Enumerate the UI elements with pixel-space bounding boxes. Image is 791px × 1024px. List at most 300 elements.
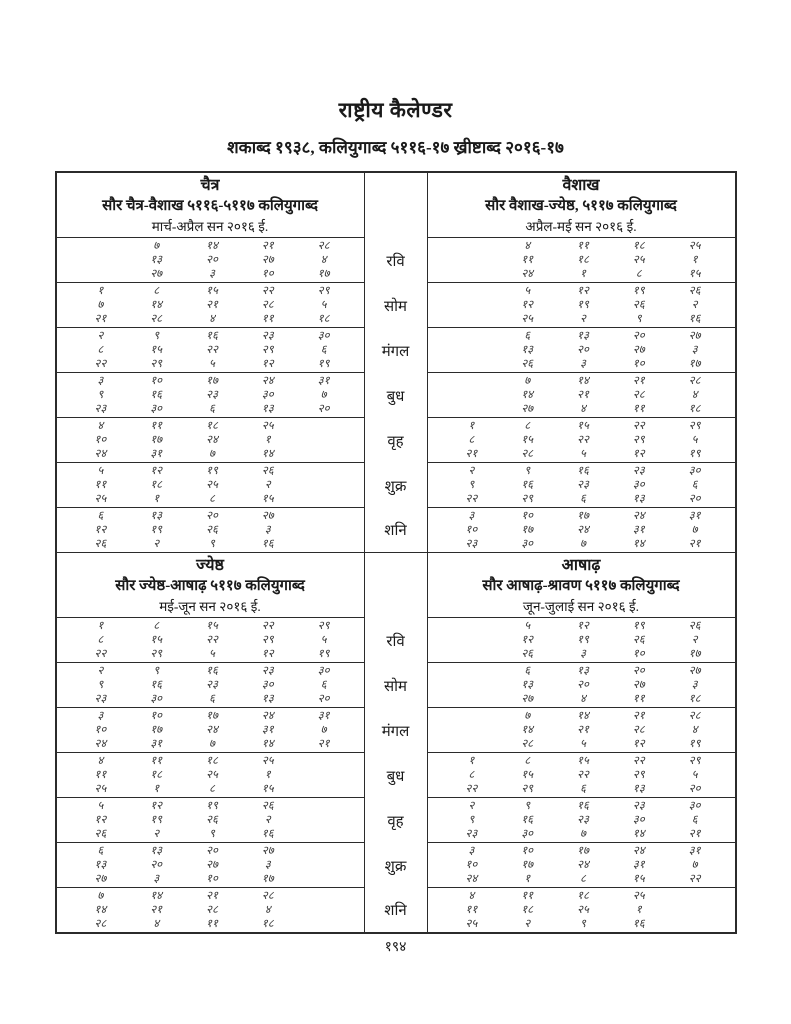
date-cell: २९ — [688, 420, 701, 432]
date-cell: २७ — [261, 254, 274, 267]
date-cell: २९ — [150, 358, 163, 371]
date-cell: ३० — [317, 665, 330, 677]
date-cell — [444, 267, 500, 281]
date-cell: १० — [150, 375, 163, 387]
date-cell: ८ — [97, 344, 104, 357]
date-line — [444, 509, 723, 523]
date-cell: २१ — [150, 904, 163, 917]
date-cell: २० — [317, 403, 330, 416]
calendar-table — [55, 171, 737, 934]
date-cell: २६ — [632, 634, 645, 647]
date-line — [73, 754, 352, 768]
date-row — [428, 463, 735, 508]
date-cell — [444, 737, 500, 751]
date-line — [73, 447, 352, 461]
date-row — [57, 753, 364, 798]
date-line — [444, 782, 723, 796]
date-cell — [296, 889, 352, 903]
date-line — [73, 799, 352, 813]
date-cell: २८ — [317, 240, 330, 252]
date-cell: १७ — [688, 358, 701, 371]
date-row — [428, 508, 735, 552]
date-row — [428, 283, 735, 328]
date-cell: ६ — [209, 403, 215, 416]
date-cell: १६ — [632, 918, 645, 931]
date-cell: १३ — [261, 693, 274, 706]
date-cell: २९ — [632, 434, 645, 447]
date-cell: २४ — [206, 434, 218, 447]
date-cell: १९ — [317, 648, 330, 661]
date-row — [428, 238, 735, 283]
date-cell: २४ — [521, 268, 534, 281]
date-cell: १ — [153, 783, 160, 796]
date-cell: ३१ — [317, 710, 330, 722]
date-cell: १३ — [632, 493, 645, 506]
date-cell: २४ — [94, 738, 107, 751]
date-cell: २९ — [521, 783, 534, 796]
date-cell: ७ — [524, 375, 531, 387]
date-cell: १० — [465, 524, 478, 537]
date-line — [73, 903, 352, 917]
date-cell: २६ — [521, 648, 534, 661]
date-cell: ८ — [97, 634, 104, 647]
date-cell: ३ — [97, 375, 104, 387]
date-cell: २८ — [688, 710, 701, 722]
date-cell: ३० — [261, 389, 274, 402]
weekday-label: शनि — [384, 523, 407, 539]
date-cell: ४ — [320, 254, 327, 267]
date-cell: १७ — [688, 648, 701, 661]
date-cell: १० — [150, 710, 163, 722]
date-line — [444, 447, 723, 461]
date-cell: २५ — [465, 918, 478, 931]
date-cell: २३ — [261, 665, 274, 677]
date-cell — [444, 312, 500, 326]
date-cell: २ — [468, 800, 475, 812]
date-cell: ५ — [97, 465, 104, 477]
date-line — [444, 357, 723, 371]
date-cell: ३० — [317, 330, 330, 342]
date-row — [428, 328, 735, 373]
date-line — [73, 523, 352, 537]
date-cell — [296, 872, 352, 886]
date-cell: १ — [691, 254, 698, 267]
date-cell: १० — [206, 873, 218, 886]
date-cell: २७ — [688, 665, 701, 677]
date-cell: २५ — [577, 904, 589, 917]
date-line — [73, 509, 352, 523]
date-cell: १ — [635, 904, 642, 917]
date-cell — [444, 692, 500, 706]
date-cell: १७ — [521, 859, 534, 872]
date-cell — [73, 267, 129, 281]
date-cell: २१ — [577, 389, 589, 402]
date-cell: ९ — [153, 665, 160, 677]
date-cell: १२ — [94, 524, 107, 537]
date-cell: १५ — [261, 493, 274, 506]
date-cell: ७ — [209, 448, 215, 461]
date-cell: २२ — [94, 648, 107, 661]
date-line — [444, 889, 723, 903]
date-line — [73, 813, 352, 827]
date-cell: १५ — [521, 769, 534, 782]
date-cell: १४ — [94, 904, 107, 917]
date-cell — [444, 664, 500, 678]
date-line — [444, 768, 723, 782]
date-cell: १५ — [206, 285, 218, 297]
date-cell: २६ — [261, 800, 274, 812]
date-cell: ७ — [97, 890, 104, 902]
date-cell: २६ — [94, 828, 107, 841]
date-cell: २७ — [206, 859, 218, 872]
date-cell — [444, 329, 500, 343]
date-cell — [444, 402, 500, 416]
date-line — [444, 492, 723, 506]
date-cell: १५ — [261, 783, 274, 796]
date-cell: १८ — [206, 755, 218, 767]
date-cell: ५ — [524, 285, 531, 297]
date-line — [73, 267, 352, 281]
date-cell: ३ — [97, 710, 104, 722]
date-cell — [444, 633, 500, 647]
date-cell: २० — [206, 254, 218, 267]
date-cell — [444, 388, 500, 402]
date-row — [57, 708, 364, 753]
date-cell: २६ — [521, 358, 534, 371]
date-line — [73, 388, 352, 402]
date-cell: ९ — [468, 814, 475, 827]
date-line — [73, 827, 352, 841]
date-cell: ३ — [209, 268, 215, 281]
date-line — [444, 312, 723, 326]
date-cell: ११ — [261, 313, 274, 326]
date-line — [444, 692, 723, 706]
date-cell: ८ — [468, 769, 475, 782]
date-cell: १३ — [94, 859, 107, 872]
date-line — [444, 537, 723, 551]
date-cell: ६ — [524, 330, 531, 342]
date-line — [73, 492, 352, 506]
page-title: राष्ट्रीय कैलेण्डर — [338, 98, 453, 122]
date-cell: ४ — [691, 389, 698, 402]
date-cell: ५ — [209, 358, 215, 371]
date-cell: ४ — [153, 918, 160, 931]
date-line — [444, 678, 723, 692]
date-cell: १४ — [577, 375, 589, 387]
date-cell — [444, 357, 500, 371]
date-cell: ११ — [150, 755, 163, 767]
date-cell: ६ — [320, 344, 327, 357]
date-line — [73, 917, 352, 931]
date-cell: २ — [468, 465, 475, 477]
date-row — [57, 238, 364, 283]
date-cell: १३ — [521, 344, 534, 357]
date-row — [57, 798, 364, 843]
date-cell: ३ — [580, 648, 586, 661]
date-line — [73, 402, 352, 416]
date-line — [73, 647, 352, 661]
date-cell: १ — [264, 769, 271, 782]
date-line — [444, 464, 723, 478]
date-line — [73, 298, 352, 312]
date-row — [57, 663, 364, 708]
date-cell: १५ — [150, 634, 163, 647]
date-cell: १७ — [206, 375, 218, 387]
date-line — [444, 284, 723, 298]
date-line — [444, 723, 723, 737]
date-cell: १६ — [521, 479, 534, 492]
month-name: आषाढ़ — [561, 557, 601, 574]
weekday-label: वृह — [387, 433, 404, 450]
month-name: वैशाख — [562, 177, 600, 194]
date-cell: ६ — [97, 510, 104, 522]
date-cell — [667, 889, 723, 903]
date-cell: २ — [153, 538, 160, 551]
date-cell: २२ — [465, 493, 478, 506]
date-cell — [296, 813, 352, 827]
date-cell: २३ — [465, 538, 478, 551]
date-line — [73, 692, 352, 706]
date-cell: १२ — [577, 285, 589, 297]
date-cell: २३ — [261, 330, 274, 342]
date-cell: १८ — [688, 693, 701, 706]
date-cell: ११ — [632, 693, 645, 706]
date-cell: १७ — [577, 510, 589, 522]
date-line — [73, 329, 352, 343]
weekday-label: बुध — [386, 768, 405, 785]
date-cell: २९ — [317, 285, 330, 297]
date-cell: १४ — [521, 389, 534, 402]
date-cell: ४ — [580, 693, 586, 706]
date-line — [444, 844, 723, 858]
date-cell — [444, 678, 500, 692]
date-cell: २० — [577, 344, 589, 357]
date-cell: ८ — [524, 755, 531, 767]
date-line — [73, 433, 352, 447]
weekday-label: मंगल — [381, 723, 410, 740]
date-cell: २४ — [577, 524, 589, 537]
date-cell: ५ — [580, 448, 586, 461]
date-cell — [444, 284, 500, 298]
date-row — [57, 283, 364, 328]
date-cell: ९ — [209, 828, 215, 841]
date-cell: १ — [153, 493, 160, 506]
date-cell: ३१ — [150, 738, 163, 751]
date-cell: १५ — [632, 873, 645, 886]
weekday-label: शुक्र — [384, 858, 407, 875]
date-cell: २५ — [206, 769, 218, 782]
date-cell: २९ — [688, 755, 701, 767]
date-line — [444, 633, 723, 647]
date-cell: ३ — [691, 344, 698, 357]
date-cell: ८ — [153, 620, 160, 632]
date-cell: ३० — [150, 403, 163, 416]
date-cell: २७ — [688, 330, 701, 342]
date-cell: १२ — [632, 738, 645, 751]
date-cell: १८ — [317, 313, 330, 326]
date-line — [73, 419, 352, 433]
date-cell: ३१ — [632, 524, 645, 537]
date-line — [73, 253, 352, 267]
date-line — [73, 633, 352, 647]
date-row — [57, 328, 364, 373]
date-cell: २० — [317, 693, 330, 706]
date-cell: १६ — [688, 313, 701, 326]
date-cell: ८ — [580, 873, 586, 886]
date-cell — [444, 239, 500, 253]
date-cell: १९ — [688, 448, 701, 461]
date-line — [444, 799, 723, 813]
date-line — [444, 253, 723, 267]
date-line — [444, 523, 723, 537]
date-cell: २८ — [632, 389, 645, 402]
date-cell: २५ — [94, 493, 107, 506]
date-cell: १२ — [150, 465, 163, 477]
date-cell: २० — [632, 330, 645, 342]
date-cell: १४ — [632, 828, 645, 841]
date-row — [428, 708, 735, 753]
date-cell: ३१ — [317, 375, 330, 387]
date-cell: ३० — [688, 465, 701, 477]
date-cell: १५ — [150, 344, 163, 357]
weekday-column — [364, 553, 428, 932]
date-cell: २१ — [688, 538, 701, 551]
date-cell: ११ — [206, 918, 218, 931]
date-cell: १८ — [577, 254, 589, 267]
page-number: १९४ — [384, 940, 407, 955]
date-cell: २१ — [688, 828, 701, 841]
date-cell — [296, 433, 352, 447]
date-cell: ११ — [632, 403, 645, 416]
date-cell: १० — [521, 510, 534, 522]
date-cell: २० — [577, 679, 589, 692]
date-cell: ५ — [209, 648, 215, 661]
date-cell: १४ — [150, 890, 163, 902]
date-cell: १९ — [632, 285, 645, 297]
date-cell: १३ — [577, 665, 589, 677]
date-cell: ६ — [580, 783, 586, 796]
date-cell: १३ — [577, 330, 589, 342]
date-cell: १८ — [261, 918, 274, 931]
date-line — [73, 782, 352, 796]
date-line — [73, 284, 352, 298]
month-header-vaishakh — [428, 173, 735, 238]
date-cell: ३१ — [261, 724, 274, 737]
date-cell: १९ — [206, 800, 218, 812]
date-cell: २८ — [94, 918, 107, 931]
date-cell: ३० — [632, 479, 645, 492]
date-cell: ३ — [264, 859, 271, 872]
date-cell: ६ — [580, 493, 586, 506]
date-cell: १८ — [206, 420, 218, 432]
date-cell: १६ — [261, 538, 274, 551]
date-cell: ११ — [521, 890, 534, 902]
date-cell — [444, 709, 500, 723]
date-cell: ८ — [468, 434, 475, 447]
date-cell: १० — [632, 358, 645, 371]
date-cell: १६ — [150, 389, 163, 402]
date-cell: १३ — [261, 403, 274, 416]
date-cell: २३ — [206, 389, 218, 402]
date-cell: ९ — [209, 538, 215, 551]
date-cell: २५ — [632, 254, 645, 267]
date-cell: २३ — [632, 465, 645, 477]
weekday-label: रवि — [386, 253, 405, 270]
date-cell — [296, 799, 352, 813]
date-cell: १४ — [577, 710, 589, 722]
date-line — [73, 737, 352, 751]
date-cell — [444, 298, 500, 312]
date-line — [73, 357, 352, 371]
date-cell: ११ — [94, 479, 107, 492]
date-cell: १२ — [261, 358, 274, 371]
date-cell — [296, 782, 352, 796]
date-cell — [296, 492, 352, 506]
date-cell: १० — [94, 434, 107, 447]
date-cell: ६ — [97, 845, 104, 857]
date-row — [428, 418, 735, 463]
date-cell — [296, 523, 352, 537]
date-cell: १० — [632, 648, 645, 661]
date-cell — [667, 903, 723, 917]
date-cell: १६ — [577, 800, 589, 812]
date-cell: २३ — [577, 814, 589, 827]
date-row — [57, 463, 364, 508]
date-cell: २७ — [150, 268, 163, 281]
date-row — [57, 418, 364, 463]
date-cell: २४ — [261, 710, 274, 722]
date-cell — [296, 768, 352, 782]
date-cell: १८ — [521, 904, 534, 917]
date-cell — [296, 754, 352, 768]
gregorian-line: अप्रैल-मई सन २०१६ ई. — [525, 219, 637, 234]
date-row — [428, 663, 735, 708]
date-cell: २० — [688, 783, 701, 796]
date-cell: १८ — [150, 769, 163, 782]
date-cell: १० — [465, 859, 478, 872]
date-cell: २८ — [521, 448, 534, 461]
date-cell — [73, 253, 129, 267]
date-cell: २१ — [206, 890, 218, 902]
date-cell: १५ — [577, 755, 589, 767]
date-line — [73, 478, 352, 492]
date-cell: ३ — [153, 873, 160, 886]
date-cell: २६ — [688, 285, 701, 297]
date-cell: १९ — [150, 524, 163, 537]
date-line — [73, 872, 352, 886]
gregorian-line: मई-जून सन २०१६ ई. — [159, 599, 261, 614]
date-cell: १ — [524, 873, 531, 886]
date-cell: २ — [97, 330, 104, 342]
date-cell: १२ — [150, 800, 163, 812]
date-cell: ८ — [209, 783, 215, 796]
date-cell: २२ — [632, 755, 645, 767]
date-line — [73, 858, 352, 872]
date-cell: ९ — [468, 479, 475, 492]
date-cell: १९ — [150, 814, 163, 827]
date-cell: ९ — [524, 465, 531, 477]
date-cell: १७ — [261, 873, 274, 886]
weekday-header-spacer — [365, 553, 427, 618]
date-cell — [296, 827, 352, 841]
date-cell: १ — [264, 434, 271, 447]
date-cell: ८ — [524, 420, 531, 432]
month-panel-chaitra — [57, 173, 364, 552]
date-cell: २२ — [261, 620, 274, 632]
date-cell: २४ — [94, 448, 107, 461]
date-cell: २१ — [632, 375, 645, 387]
date-cell: २४ — [632, 510, 645, 522]
